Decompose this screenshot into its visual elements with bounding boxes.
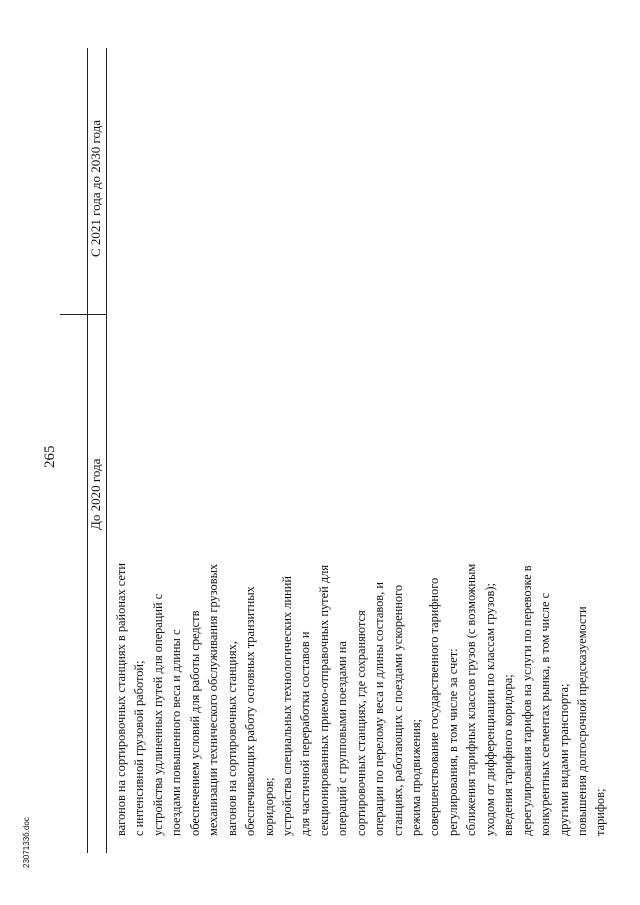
text-line: сортировочных станциях, где сохраняются (353, 610, 368, 836)
text-line: поездами повышенного веса и длины с (169, 629, 184, 836)
text-line: обеспечивающих работу основных транзитных (243, 586, 258, 836)
text-line: режима продвижения; (409, 719, 423, 836)
text-line: для частичной переработки составов и (298, 631, 313, 836)
text-line: операции по перелому веса и длины составов, и (372, 582, 387, 836)
text-line: коридоров; (261, 777, 276, 836)
column-header-left: До 2020 года (88, 458, 103, 530)
footer-document-name: 2307133б.doc (22, 817, 31, 868)
body-text-block (112, 563, 610, 836)
text-line: устройства специальных технологических линий (279, 576, 294, 836)
text-line: вагонов на сортировочных станциях, (224, 641, 239, 836)
page-number: 265 (42, 445, 58, 468)
column-divider-line (60, 314, 106, 315)
text-line: устройства удлиненных путей для операций с (150, 593, 165, 836)
text-line: совершенствование государственного тарифного (427, 577, 442, 836)
text-line: повышения долгосрочной предсказуемости (574, 606, 589, 836)
text-line: вагонов на сортировочных станциях в районах сети (114, 563, 128, 836)
text-line: введения тарифного коридора; (501, 674, 516, 836)
text-line: регулирования, в том числе за счет: (445, 648, 460, 836)
text-line: тарифов; (593, 788, 608, 836)
text-line: с интенсивной грузовой работой; (132, 660, 147, 836)
header-separator-line (106, 48, 107, 853)
text-line: обеспечением условий для работы средств (187, 610, 202, 836)
text-line: дерегулирования тарифов на услуги по перевозке в (519, 565, 534, 836)
text-line: операций с групповыми поездами на (335, 641, 350, 836)
text-line: конкурентных сегментах рынка, в том числе с (538, 592, 553, 836)
text-line: сближения тарифных классов грузов (с возможным (464, 563, 479, 836)
text-line: станциях, работающих с поездами ускоренного (390, 584, 405, 836)
text-line: секционированных приемо-отправочных путей для (316, 564, 331, 836)
text-line: другими видами транспорта; (556, 683, 571, 836)
text-line: механизации технического обслуживания грузовых (206, 563, 221, 836)
column-header-right: С 2021 года до 2030 года (88, 119, 103, 257)
text-line: уходом от дифференциации по классам грузов); (482, 583, 497, 836)
